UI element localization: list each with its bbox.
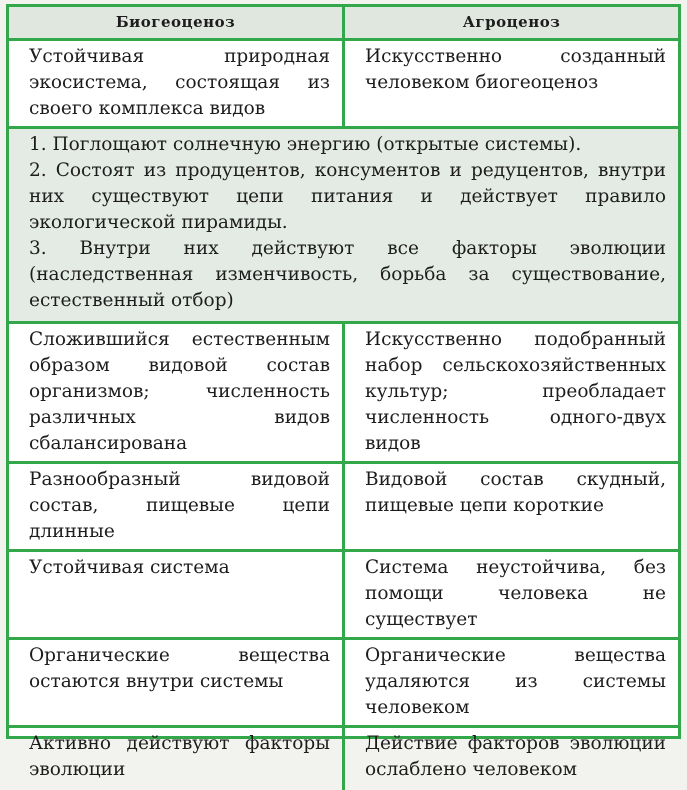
comparison-table-container	[6, 4, 681, 780]
cell-agrocenosis: Искусственно подобранный набор сельскохозяйственных культур; преобладает численность одного-двух видов	[344, 323, 679, 463]
cell-agrocenosis: Искусственно созданный человеком биогеоценоз	[344, 40, 679, 128]
cell-agrocenosis: Органические вещества удаляются из системы человеком	[344, 639, 679, 727]
table-row	[9, 551, 678, 639]
cell-agrocenosis: Система неустойчива, без помощи человека не существует	[344, 551, 679, 639]
table-row	[9, 323, 678, 463]
shared-feature-item: 1. Поглощают солнечную энергию (открытые системы).	[29, 134, 582, 155]
header-agrocenosis: Агроценоз	[344, 7, 679, 40]
table-row	[9, 463, 678, 551]
table-row	[9, 639, 678, 727]
table-row-shared	[9, 128, 678, 323]
cell-biogeocenosis: Разнообразный видовой состав, пищевые цепи длинные	[9, 463, 344, 551]
table-row	[9, 727, 678, 790]
cell-shared-features	[9, 128, 678, 323]
header-biogeocenosis: Биогеоценоз	[9, 7, 344, 40]
table-row	[9, 40, 678, 128]
cell-biogeocenosis: Устойчивая система	[9, 551, 344, 639]
cell-biogeocenosis: Сложившийся естественным образом видовой состав организмов; численность различных видов сбалансирована	[9, 323, 344, 463]
table-header-row	[9, 7, 678, 40]
cell-biogeocenosis: Органические вещества остаются внутри системы	[9, 639, 344, 727]
cell-agrocenosis: Действие факторов эволюции ослаблено человеком	[344, 727, 679, 790]
shared-feature-item: 3. Внутри них действуют все факторы эволюции (наследственная изменчивость, борьба за существование, естественный отбор)	[29, 238, 666, 311]
comparison-table	[9, 7, 678, 790]
cell-agrocenosis: Видовой состав скудный, пищевые цепи короткие	[344, 463, 679, 551]
cell-biogeocenosis: Устойчивая природная экосистема, состоящая из своего комплекса видов	[9, 40, 344, 128]
shared-feature-item: 2. Состоят из продуцентов, консументов и редуцентов, внутри них существуют цепи питания и действует правило экологической пирамиды.	[29, 160, 666, 233]
cell-biogeocenosis: Активно действуют факторы эволюции	[9, 727, 344, 790]
